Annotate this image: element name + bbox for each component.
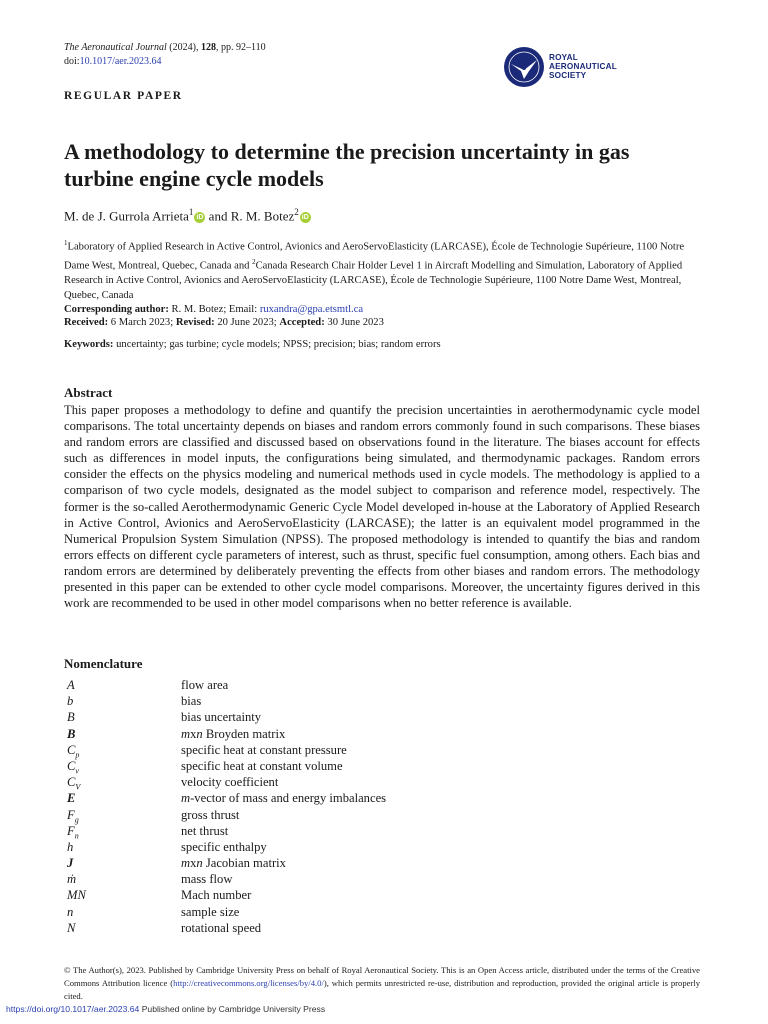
nomenclature-definition: mxn Broyden matrix xyxy=(181,726,286,741)
corresponding-email-link[interactable]: ruxandra@gpa.etsmtl.ca xyxy=(259,304,364,316)
nomenclature-symbol: MN xyxy=(67,888,86,903)
nomenclature-symbol: B xyxy=(67,726,76,741)
nomenclature-definition: specific heat at constant pressure xyxy=(181,742,347,757)
nomenclature-symbol: N xyxy=(67,920,76,935)
nomenclature-symbol: n xyxy=(67,904,74,919)
journal-citation xyxy=(64,41,266,69)
nomenclature-symbol: E xyxy=(67,791,76,806)
published-online: Published online by Cambridge University Press xyxy=(141,1004,326,1014)
nomenclature-definition: sample size xyxy=(181,904,240,919)
nomenclature-definition: flow area xyxy=(181,678,229,692)
nomenclature-symbol: $F_n$ xyxy=(67,823,79,841)
journal-volume: 128 xyxy=(200,42,216,53)
nomenclature-symbol: b xyxy=(67,694,74,709)
author-1[interactable]: M. de J. Gurrola Arrieta xyxy=(64,208,189,224)
affiliations: $^1$Laboratory of Applied Research in Active Control, Avionics and AeroServoElasticity (LARCASE), École de Technologie Supérieure, 1100 Notre Dame West, Montreal, Quebec, Canada and $^2$Canada Research Chair Holder Level 1 in Aircraft Modelling and Simulation, Laboratory of Applied Research in Active Control, Avionics and AeroServoElasticity (LARCASE), École de Technologie Supérieure, 1100 Notre Dame West, Montreal, Quebec, Canada Corresponding author: R. M. Botez; Email: ruxandra@gpa.etsmtl.ca xyxy=(64,239,685,316)
nomenclature-definition: gross thrust xyxy=(181,807,240,822)
article-dates: Received: 6 March 2023; Revised: 20 June 2023; Accepted: 30 June 2023 xyxy=(64,317,384,328)
nomenclature-definition: Mach number xyxy=(181,888,252,903)
nomenclature-definition: bias uncertainty xyxy=(181,710,262,725)
license-link[interactable]: http://creativecommons.org/licenses/by/4.0/ xyxy=(173,978,324,988)
author-2[interactable]: R. M. Botez xyxy=(230,208,295,224)
nomenclature-definition: bias xyxy=(181,694,202,709)
nomenclature-definition: net thrust xyxy=(181,823,229,838)
nomenclature-symbol: J xyxy=(67,856,74,871)
nomenclature-definition: mxn Jacobian matrix xyxy=(181,856,286,871)
article-category: REGULAR PAPER xyxy=(64,90,183,102)
abstract-text: This paper proposes a methodology to define and quantify the precision uncertainties in aerothermodynamic cycle model comparisons. The total uncertainty depends on biases and random errors commonly found in such comparisons. These biases and random errors are classified and discussed based on observations found in the literature. The biases account for effects such as differences in model inputs, the configurations being simulated, and thermodynamic packages. Random errors consider the effects on the physics modeling and numerical methods used in cycle models. The methodology is applied to a comparison of two cycle models, designated as the model subject to comparison and reference model, respectively. The former is the so-called Aerothermodynamic Generic Cycle Model developed in-house at the Laboratory of Applied Research in Active Control, Avionics and AeroServoElasticity (LARCASE); the latter is an equivalent model programmed in the Numerical Propulsion System Simulation (NPSS). The proposed methodology is intended to quantify the bias and random errors effects on different cycle parameters of interest, such as thrust, specific fuel consumption, among others. Each bias and random errors are determined by deliberately preventing the effects from other biases and random errors. The methodology presented in this paper can be extended to other cycle model comparisons. Moreover, the uncertainty figures derived in this work are recommended to be used in other model comparisons when no better reference is available. xyxy=(64,403,700,611)
nomenclature-symbol: A xyxy=(67,678,75,692)
nomenclature-heading: Nomenclature xyxy=(64,656,143,671)
doi-link[interactable]: 10.1017/aer.2023.64 xyxy=(79,56,162,67)
nomenclature-symbol: $C_p$ xyxy=(67,742,80,760)
nomenclature-definition: specific enthalpy xyxy=(181,839,267,854)
nomenclature-definition: mass flow xyxy=(181,872,233,887)
bottom-doi-bar xyxy=(6,1004,325,1014)
copyright-notice: © The Author(s), 2023. Published by Cambridge University Press on behalf of Royal Aeronautical Society. This is an Open Access article, distributed under the terms of the Creative Commons Attribution licence (http://creativecommons.org/licenses/by/4.0/), which permits unrestricted re-use, distribution and reproduction, provided the original article is properly cited. xyxy=(64,965,700,1001)
abstract-heading: Abstract xyxy=(64,385,113,400)
author-list: M. de J. Gurrola Arrieta$^1$iD and R. M. Botez$^2$iD xyxy=(64,207,309,224)
logo-text: ROYAL AERONAUTICAL SOCIETY xyxy=(549,53,617,80)
nomenclature-definition: rotational speed xyxy=(181,920,262,935)
nomenclature-definition: velocity coefficient xyxy=(181,775,279,790)
nomenclature-definition: specific heat at constant volume xyxy=(181,758,343,773)
orcid-icon[interactable]: iD xyxy=(196,214,204,222)
journal-pages: , pp. 92–110 xyxy=(215,42,266,53)
royal-aeronautical-society-logo xyxy=(503,46,627,86)
journal-year: (2024), xyxy=(169,42,199,53)
nomenclature-definition: m-vector of mass and energy imbalances xyxy=(181,791,387,806)
nomenclature-symbol: $F_g$ xyxy=(67,807,79,825)
orcid-icon[interactable]: iD xyxy=(301,214,309,222)
nomenclature-symbol: B xyxy=(67,710,75,725)
corresponding-author-label: Corresponding author: xyxy=(64,304,169,316)
doi-prefix: doi: xyxy=(64,56,80,67)
paper-title: A methodology to determine the precision uncertainty in gas turbine engine cycle models xyxy=(64,139,630,191)
nomenclature-symbol: $C_v$ xyxy=(67,758,79,776)
bottom-doi-link[interactable]: https://doi.org/10.1017/aer.2023.64 xyxy=(6,1004,140,1014)
nomenclature-symbol: ṁ xyxy=(67,872,77,887)
journal-name: The Aeronautical Journal xyxy=(64,42,167,53)
nomenclature-symbol: $C_V$ xyxy=(67,775,81,792)
logo-emblem-icon xyxy=(503,46,545,88)
nomenclature-symbol: h xyxy=(67,839,74,854)
keywords: Keywords: uncertainty; gas turbine; cycle models; NPSS; precision; bias; random errors xyxy=(64,339,441,350)
